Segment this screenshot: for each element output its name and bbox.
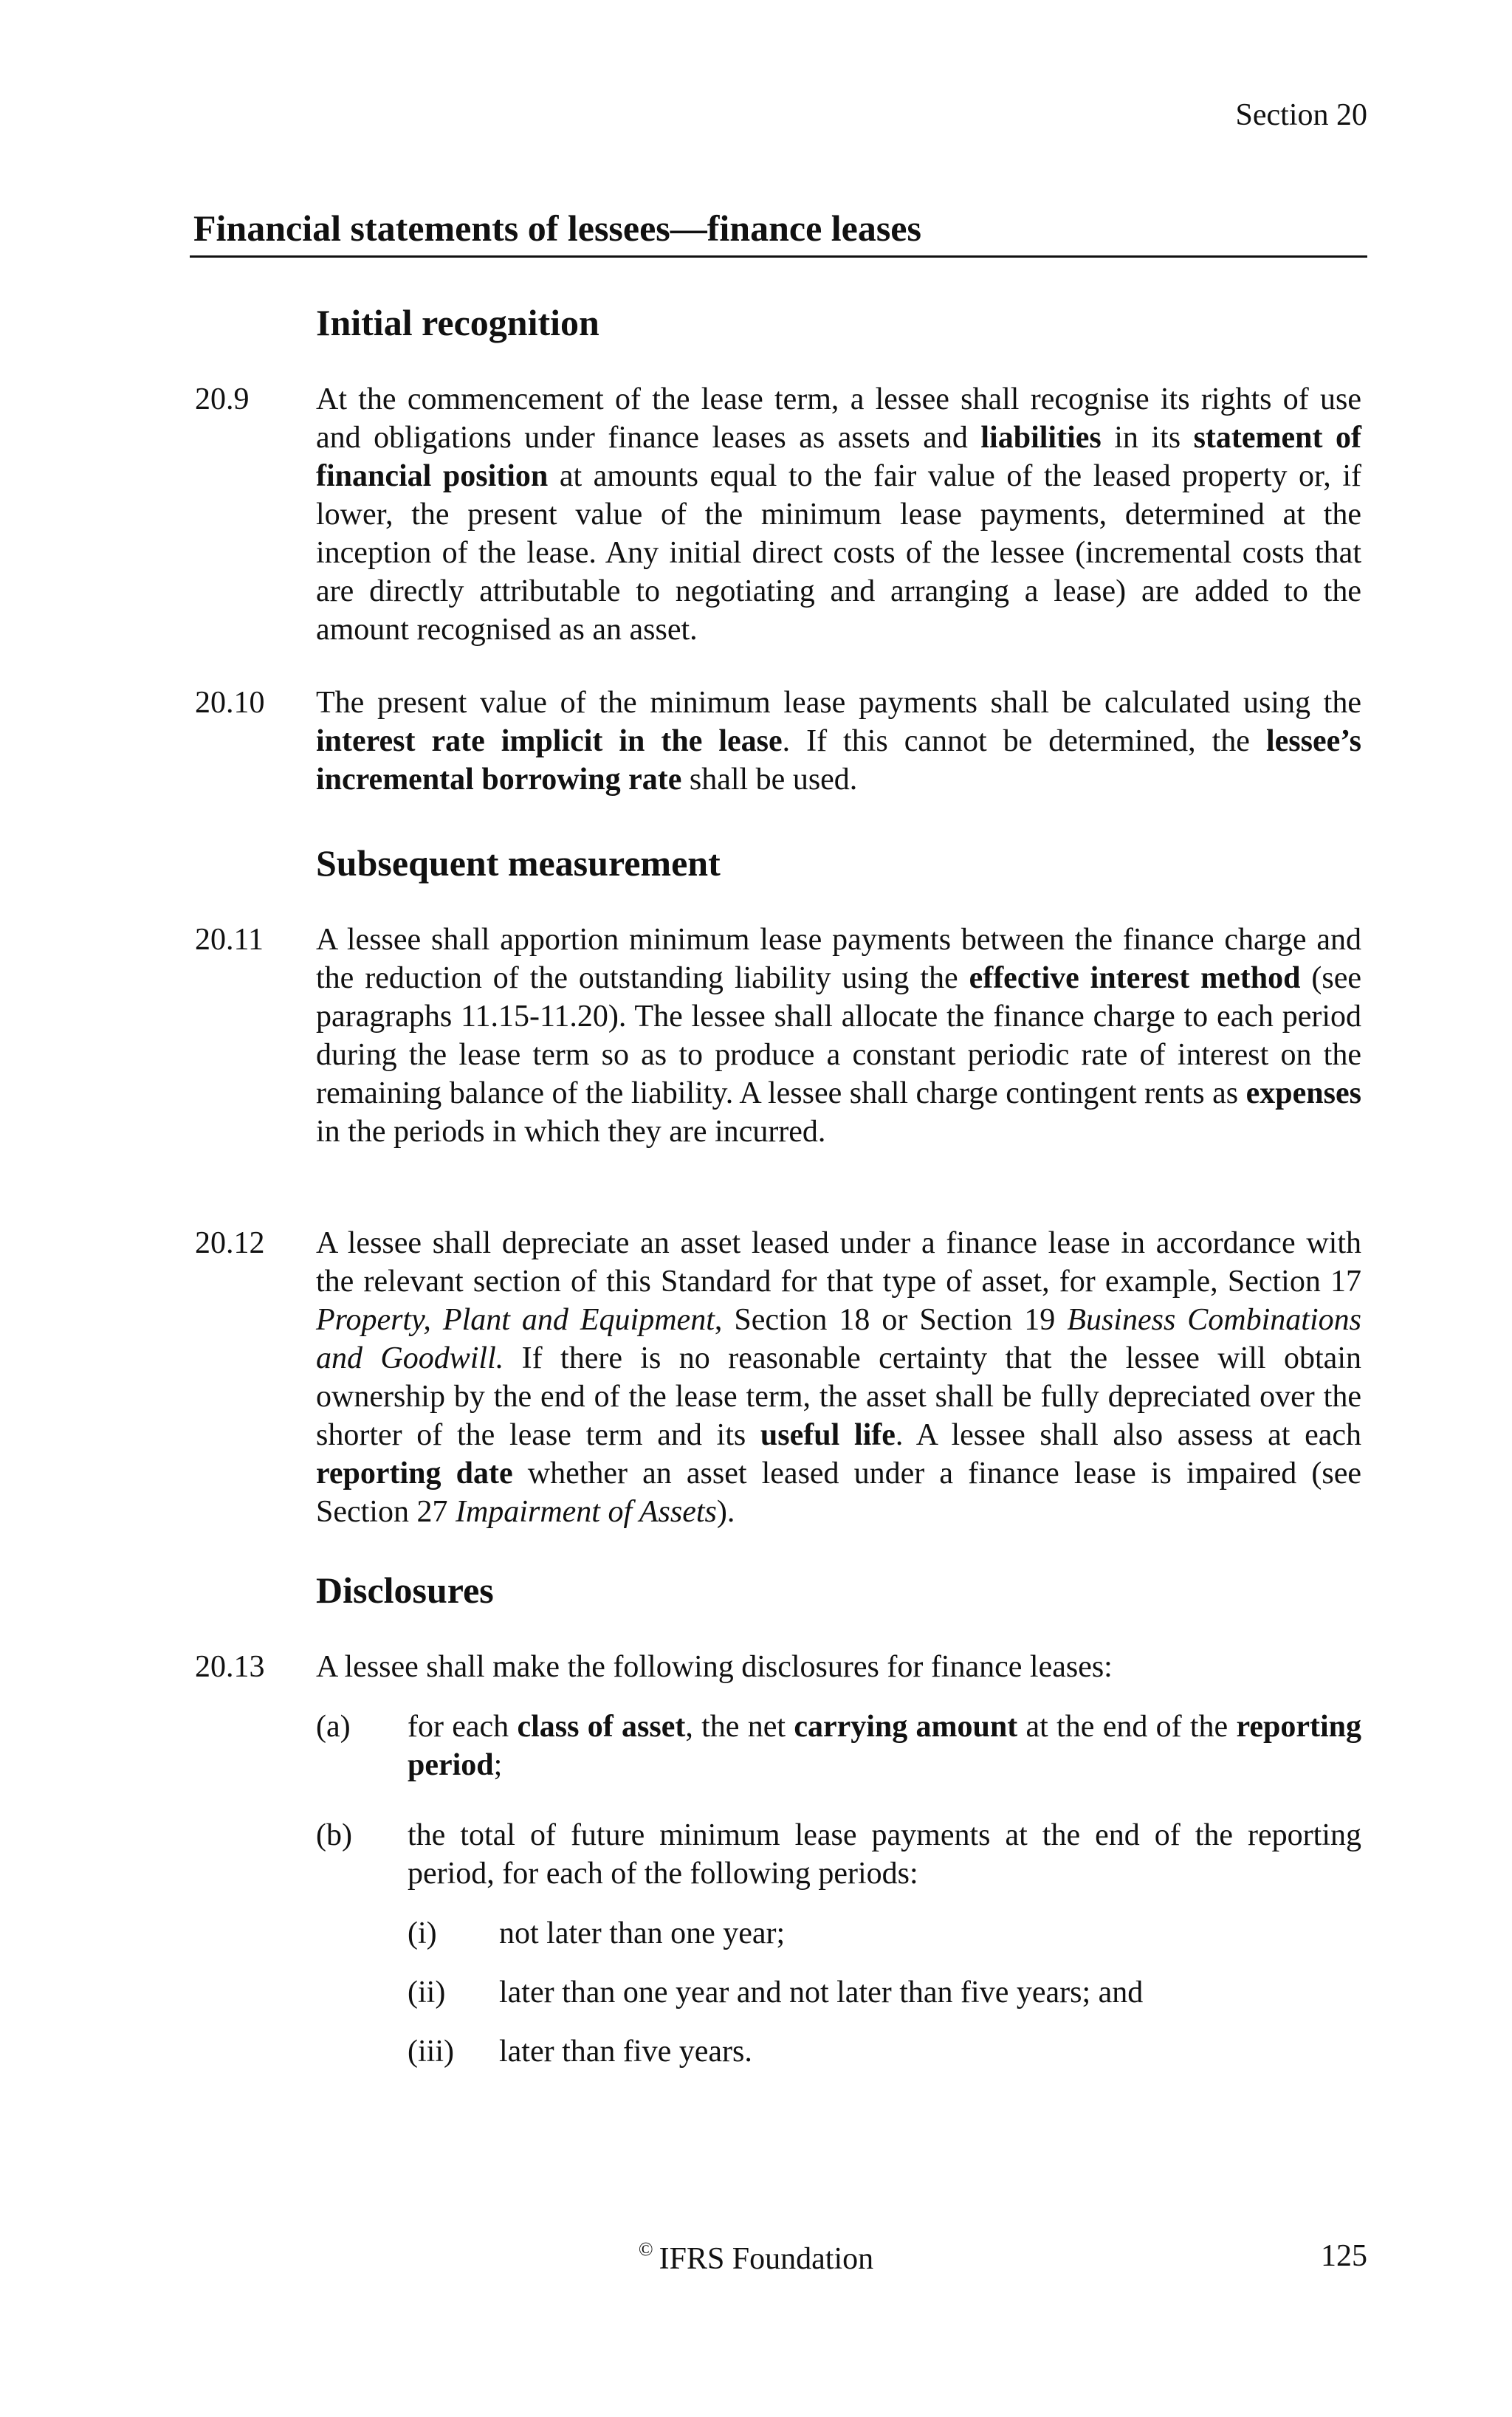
paragraph-body: A lessee shall make the following disclosures for finance leases: [316,1650,1113,1684]
title-divider [190,255,1367,258]
list-label: (b) [316,1818,352,1852]
list-item-a [316,1708,1361,1784]
paragraph-20-10 [195,684,1361,799]
list-label: (i) [408,1916,437,1950]
paragraph-number: 20.13 [195,1650,265,1684]
paragraph-body: A lessee shall apportion minimum lease payments between the finance charge and the reduction of the outstanding liability using the effective interest method (see paragraphs 11.15-11.20). The lessee shall allocate the finance charge to each period during the lease term so as to produce a constant periodic rate of interest on the remaining balance of the liability. A lessee shall charge contingent rents as expenses in the periods in which they are incurred. [316,923,1361,1149]
paragraph-20-13 [195,1648,1361,1686]
paragraph-body: At the commencement of the lease term, a lessee shall recognise its rights of use and obligations under finance leases as assets and liabilities in its statement of financial position at amounts equal to the fair value of the leased property or, if lower, the present value of the minimum lease payments, determined at the inception of the lease. Any initial direct costs of the lessee (incremental costs that are directly attributable to negotiating and arranging a lease) are added to the amount recognised as an asset. [316,382,1361,647]
paragraph-20-11 [195,921,1361,1151]
copyright-symbol: © [638,2238,653,2260]
paragraph-20-12 [195,1224,1361,1531]
list-text: later than one year and not later than five years; and [499,1976,1144,2009]
list-label: (ii) [408,1976,446,2009]
heading-subsequent-measurement: Subsequent measurement [316,842,721,884]
paragraph-number: 20.12 [195,1226,265,1260]
paragraph-body: A lessee shall depreciate an asset leased under a finance lease in accordance with the relevant section of this Standard for that type of asset, for example, Section 17 Property, Plant and Equipment, Section 18 or Section 19 Business Combinations and Goodwill. If there is no reasonable certainty that the lessee will obtain ownership by the end of the lease term, the asset shall be fully depreciated over the shorter of the lease term and its useful life. A lessee shall also assess at each reporting date whether an asset leased under a finance lease is impaired (see Section 27 Impairment of Assets). [316,1226,1362,1529]
heading-initial-recognition: Initial recognition [316,302,599,343]
sub-item-ii [408,1973,1361,2012]
heading-disclosures: Disclosures [316,1569,494,1611]
list-text: the total of future minimum lease payments at the end of the reporting period, for each of the following periods: [408,1818,1361,1891]
paragraph-number: 20.9 [195,382,250,416]
section-label: Section 20 [1235,98,1367,132]
list-text: later than five years. [499,2035,752,2069]
list-label: (iii) [408,2035,454,2069]
footer-copyright: © IFRS Foundation [638,2238,874,2276]
sub-item-i [408,1914,1361,1953]
paragraph-body: The present value of the minimum lease payments shall be calculated using the interest rate implicit in the lease. If this cannot be determined, the lessee’s incremental borrowing rate shall be used. [316,686,1361,797]
page-title: Financial statements of lessees—finance leases [193,207,921,249]
sub-item-iii [408,2032,1361,2071]
page-number: 125 [1321,2239,1367,2273]
list-text: for each class of asset, the net carrying amount at the end of the reporting period; [408,1710,1362,1782]
paragraph-number: 20.11 [195,923,264,957]
paragraph-20-9 [195,380,1361,649]
list-label: (a) [316,1710,351,1744]
list-item-b [316,1816,1361,1893]
paragraph-number: 20.10 [195,686,265,720]
list-text: not later than one year; [499,1916,786,1950]
